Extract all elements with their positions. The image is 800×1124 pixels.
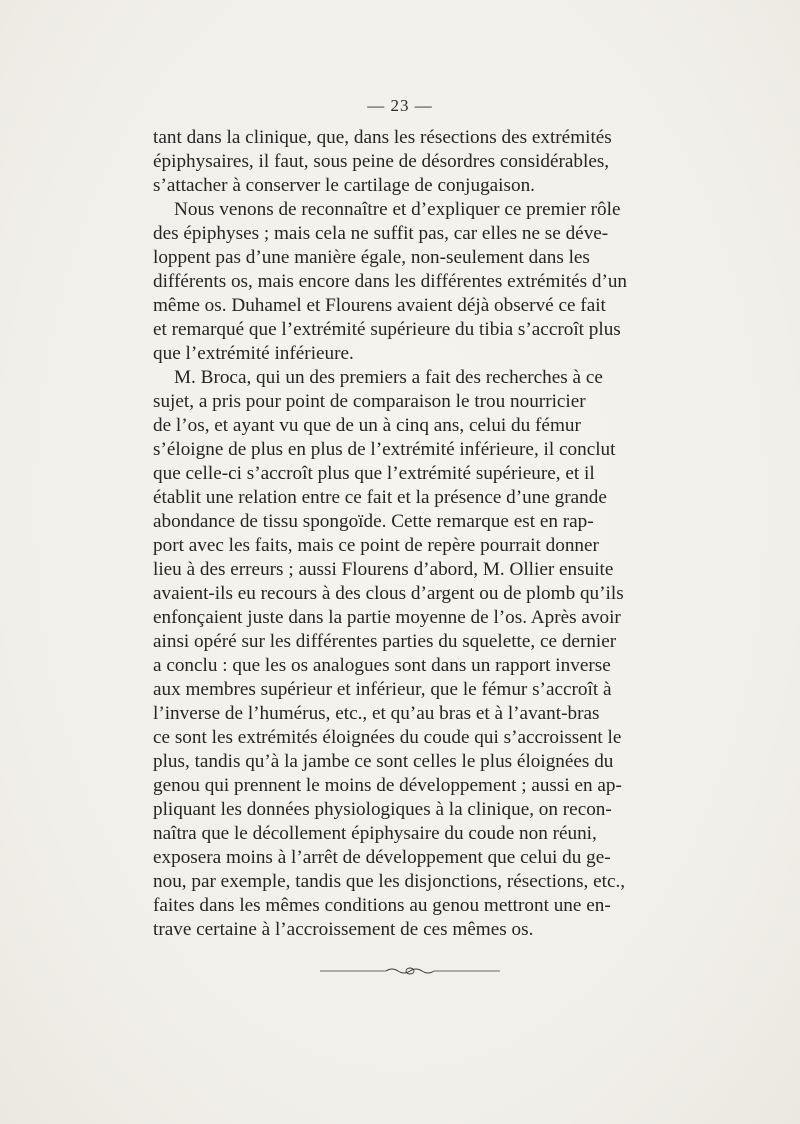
text-line: trave certaine à l’accroissement de ces mêmes os.: [153, 919, 534, 940]
text-line: que celle-ci s’accroît plus que l’extrémité supérieure, et il: [153, 463, 595, 484]
text-line: faites dans les mêmes conditions au genou mettront une en-: [153, 895, 611, 916]
text-line: tant dans la clinique, que, dans les résections des extrémités: [153, 127, 612, 148]
page-number: — 23 —: [367, 96, 433, 115]
text-line: loppent pas d’une manière égale, non-seulement dans les: [153, 247, 590, 268]
text-line: pliquant les données physiologiques à la clinique, on recon-: [153, 799, 612, 820]
text-line: lieu à des erreurs ; aussi Flourens d’abord, M. Ollier ensuite: [153, 559, 614, 580]
text-line: plus, tandis qu’à la jambe ce sont celles le plus éloignées du: [153, 751, 614, 772]
text-line: nou, par exemple, tandis que les disjonctions, résections, etc.,: [153, 871, 626, 892]
text-line: que l’extrémité inférieure.: [153, 343, 354, 364]
text-line: naîtra que le décollement épiphysaire du coude non réuni,: [153, 823, 597, 844]
text-line: genou qui prennent le moins de développement ; aussi en ap-: [153, 775, 622, 796]
text-line: Nous venons de reconnaître et d’expliquer ce premier rôle: [174, 199, 621, 220]
text-line: de l’os, et ayant vu que de un à cinq ans, celui du fémur: [153, 415, 581, 436]
text-line: avaient-ils eu recours à des clous d’argent ou de plomb qu’ils: [153, 583, 624, 604]
text-line: sujet, a pris pour point de comparaison le trou nourricier: [153, 391, 586, 412]
text-line: s’attacher à conserver le cartilage de conjugaison.: [153, 175, 535, 196]
text-line: port avec les faits, mais ce point de repère pourrait donner: [153, 535, 599, 556]
text-line: ainsi opéré sur les différentes parties du squelette, ce dernier: [153, 631, 617, 652]
text-line: M. Broca, qui un des premiers a fait des recherches à ce: [174, 367, 603, 388]
text-line: abondance de tissu spongoïde. Cette remarque est en rap-: [153, 511, 594, 532]
text-line: des épiphyses ; mais cela ne suffit pas, car elles ne se déve-: [153, 223, 609, 244]
text-line: différents os, mais encore dans les différentes extrémités d’un: [153, 271, 628, 292]
text-line: s’éloigne de plus en plus de l’extrémité inférieure, il conclut: [153, 439, 616, 460]
text-line: exposera moins à l’arrêt de développement que celui du ge-: [153, 847, 611, 868]
text-line: a conclu : que les os analogues sont dans un rapport inverse: [153, 655, 611, 676]
text-line: même os. Duhamel et Flourens avaient déjà observé ce fait: [153, 295, 606, 316]
text-line: aux membres supérieur et inférieur, que le fémur s’accroît à: [153, 679, 612, 700]
text-line: épiphysaires, il faut, sous peine de désordres considérables,: [153, 151, 610, 172]
text-line: et remarqué que l’extrémité supérieure du tibia s’accroît plus: [153, 319, 621, 340]
text-line: enfonçaient juste dans la partie moyenne de l’os. Après avoir: [153, 607, 621, 628]
text-line: l’inverse de l’humérus, etc., et qu’au bras et à l’avant-bras: [153, 703, 600, 724]
text-line: ce sont les extrémités éloignées du coude qui s’accroissent le: [153, 727, 622, 748]
fleuron-rule-icon: [320, 966, 500, 976]
text-line: établit une relation entre ce fait et la présence d’une grande: [153, 487, 607, 508]
